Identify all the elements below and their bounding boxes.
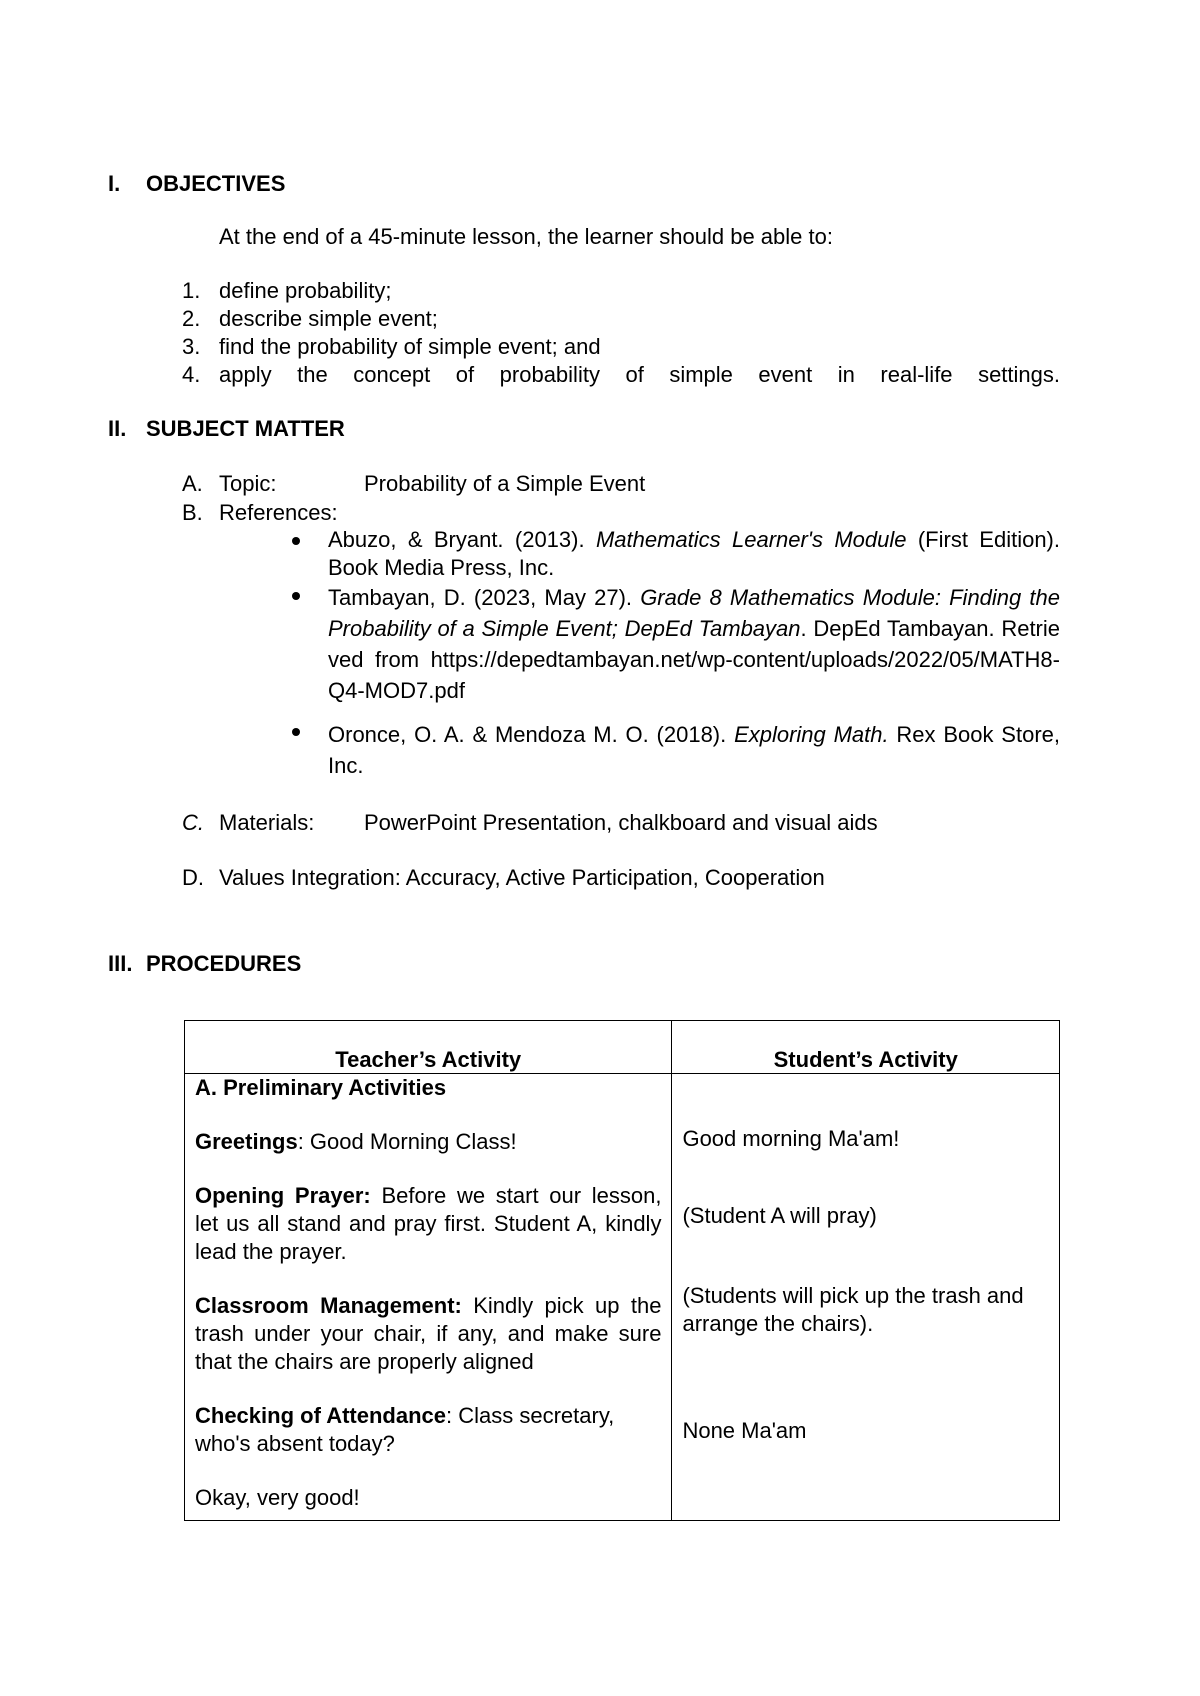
table-header-row [185, 1021, 1060, 1074]
bullet-icon [292, 537, 300, 545]
reference-source: . DepEd Tambayan. Retrieved from https://depedtambayan.net/wp-content/uploads/2022/05/MATH8-Q4-MOD7.pdf [328, 616, 1060, 703]
teacher-column-header: Teacher’s Activity [185, 1021, 672, 1074]
teacher-activity-cell [185, 1074, 672, 1521]
objectives-intro: At the end of a 45-minute lesson, the learner should be able to: [219, 224, 833, 249]
prayer-text [195, 1182, 661, 1266]
attendance-text [195, 1402, 661, 1458]
objective-number: 3. [182, 334, 201, 359]
procedures-number: III. [108, 951, 133, 976]
student-activity-cell [672, 1074, 1060, 1521]
greetings-message: : Good Morning Class! [297, 1129, 517, 1154]
table-row [185, 1074, 1060, 1521]
reference-item [328, 719, 1060, 781]
objectives-number: I. [108, 171, 121, 196]
bullet-icon [292, 728, 300, 736]
reference-title: Mathematics Learner's Module [595, 527, 907, 552]
prayer-reply: (Student A will pray) [682, 1203, 877, 1228]
topic-value: Probability of a Simple Event [364, 471, 646, 496]
values-letter: D. [182, 865, 204, 890]
topic-letter: A. [182, 471, 203, 496]
attendance-label: Checking of Attendance [195, 1403, 446, 1428]
greetings-reply: Good morning Ma'am! [682, 1126, 900, 1151]
greetings-text [195, 1128, 661, 1156]
reference-title: Exploring Math. [734, 722, 889, 747]
attendance-message: : Class secretary, who's absent today? [195, 1403, 615, 1456]
reference-publisher: Rex Book Store, Inc. [328, 722, 1060, 778]
values-integration: Values Integration: Accuracy, Active Participation, Cooperation [219, 865, 825, 890]
student-column-header: Student’s Activity [672, 1021, 1060, 1074]
reference-authors: Abuzo, & Bryant. (2013). [328, 527, 596, 552]
objective-item: apply the concept of probability of simple event in real-life settings. [219, 362, 1060, 387]
objective-item: define probability; [219, 278, 392, 303]
prayer-message: Before we start our lesson, let us all stand and pray first. Student A, kindly lead the prayer. [195, 1183, 662, 1264]
section-title: A. Preliminary Activities [195, 1075, 447, 1100]
prayer-label: Opening Prayer: [195, 1183, 371, 1208]
greetings-label: Greetings [195, 1129, 298, 1154]
topic-label: Topic: [219, 471, 277, 496]
materials-value: PowerPoint Presentation, chalkboard and visual aids [364, 810, 878, 835]
objectives-heading: OBJECTIVES [146, 171, 286, 196]
reference-item [328, 526, 1060, 582]
closing-text: Okay, very good! [195, 1485, 360, 1510]
objective-item: find the probability of simple event; and [219, 334, 601, 359]
materials-letter: C. [182, 810, 204, 835]
objective-number: 4. [182, 362, 201, 387]
procedures-heading: PROCEDURES [146, 951, 302, 976]
objective-number: 1. [182, 278, 201, 303]
reference-publisher: (First Edition). Book Media Press, Inc. [328, 527, 1060, 580]
reference-item [328, 582, 1060, 706]
procedures-table [184, 1020, 1060, 1521]
reference-authors: Oronce, O. A. & Mendoza M. O. (2018). [328, 722, 735, 747]
bullet-icon [292, 592, 300, 600]
subject-number: II. [108, 416, 127, 441]
subject-heading: SUBJECT MATTER [146, 416, 345, 441]
management-reply: (Students will pick up the trash and arrange the chairs). [682, 1283, 1024, 1336]
reference-title: Grade 8 Mathematics Module: Finding the Probability of a Simple Event; DepEd Tambayan [328, 585, 1060, 641]
references-label: References: [219, 500, 338, 525]
materials-label: Materials: [219, 810, 315, 835]
management-label: Classroom Management: [195, 1293, 462, 1318]
attendance-reply: None Ma'am [682, 1418, 807, 1443]
management-text [195, 1292, 661, 1376]
references-letter: B. [182, 500, 203, 525]
reference-authors: Tambayan, D. (2023, May 27). [328, 585, 641, 610]
objective-number: 2. [182, 306, 201, 331]
management-message: Kindly pick up the trash under your chair, if any, and make sure that the chairs are properly aligned [195, 1293, 662, 1374]
objective-item: describe simple event; [219, 306, 438, 331]
